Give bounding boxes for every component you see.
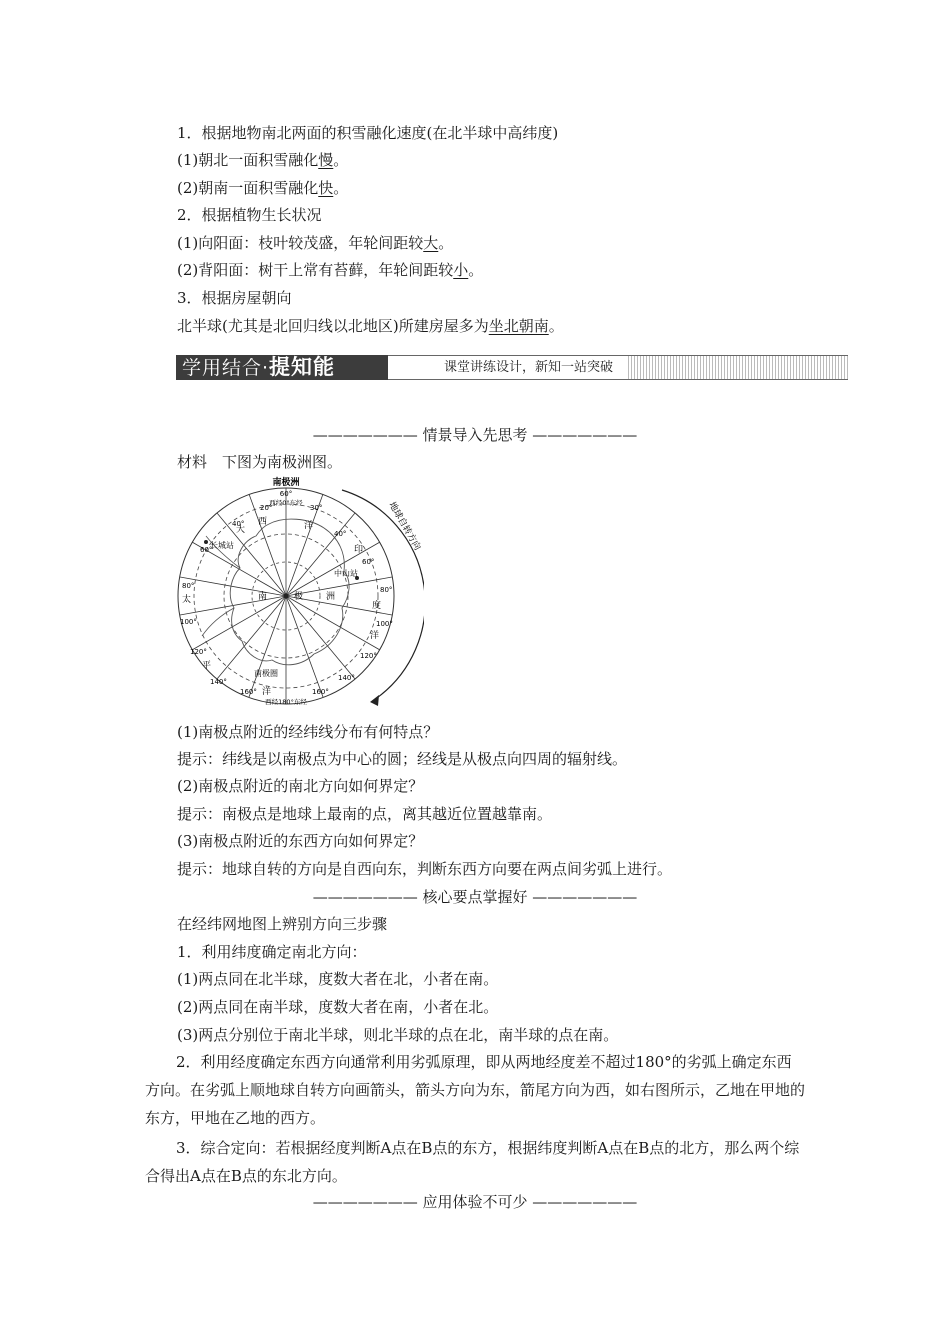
s1-line-5: (1)向阳面：枝叶较茂盛，年轮间距较大。 (177, 234, 454, 252)
svg-text:大: 大 (236, 525, 246, 535)
svg-text:太: 太 (182, 595, 192, 605)
s1-line-1: 1．根据地物南北两面的积雪融化速度(在北半球中高纬度) (177, 124, 559, 142)
s2-line-1: 1．利用纬度确定南北方向： (177, 943, 367, 961)
banner-subtitle: 课堂讲练设计，新知一站突破 (388, 355, 628, 380)
svg-text:60°: 60° (362, 558, 375, 566)
question-3: (3)南极点附近的东西方向如何界定？ (177, 832, 424, 850)
s2-title: 在经纬网地图上辨别方向三步骤 (177, 915, 388, 933)
svg-text:100°: 100° (180, 618, 197, 626)
svg-text:洋: 洋 (370, 631, 380, 641)
svg-text:80°: 80° (380, 586, 393, 594)
answer-1: 提示：纬线是以南极点为中心的圆；经线是从极点向四周的辐射线。 (177, 750, 628, 768)
s1-line-7: 3．根据房屋朝向 (177, 289, 292, 307)
s1-line-3: (2)朝南一面积雪融化快。 (177, 179, 349, 197)
antarctica-map (174, 476, 424, 716)
svg-text:洲: 洲 (326, 592, 336, 602)
material-caption: 材料 下图为南极洲图。 (177, 453, 343, 471)
svg-text:度: 度 (372, 601, 382, 611)
svg-text:西: 西 (258, 517, 268, 527)
heading-scenario: ——————— 情景导入先思考 ——————— (312, 426, 638, 444)
great-wall-station-label: 长城站 (210, 541, 234, 550)
s1-line-2: (1)朝北一面积雪融化慢。 (177, 151, 349, 169)
question-2: (2)南极点附近的南北方向如何界定？ (177, 777, 424, 795)
s2-line-3: (2)两点同在南半球，度数大者在南，小者在北。 (177, 998, 499, 1016)
svg-text:极: 极 (294, 592, 304, 602)
rotation-label: 地球自转方向 (386, 500, 423, 553)
s2-line-2: (1)两点同在北半球，度数大者在北，小者在南。 (177, 970, 499, 988)
svg-text:洋: 洋 (304, 521, 314, 531)
s1-line-6: (2)背阳面：树干上常有苔藓，年轮间距较小。 (177, 261, 484, 279)
svg-text:西经180°东经: 西经180°东经 (265, 698, 307, 706)
svg-text:南: 南 (258, 592, 268, 602)
svg-text:60°: 60° (279, 490, 293, 498)
banner-pattern (628, 355, 848, 380)
s2-line-4: (3)两点分别位于南北半球，则北半球的点在北，南半球的点在南。 (177, 1026, 619, 1044)
svg-text:40°: 40° (334, 530, 347, 538)
svg-text:120°: 120° (190, 648, 207, 656)
svg-text:20°: 20° (260, 504, 273, 512)
heading-key-points: ——————— 核心要点掌握好 ——————— (312, 888, 638, 906)
answer-3: 提示：地球自转的方向是自西向东，判断东西方向要在两点间劣弧上进行。 (177, 860, 673, 878)
banner-title: 学用结合·提知能 (176, 355, 388, 380)
south-pole-marker (284, 594, 289, 599)
heading-practice: ——————— 应用体验不可少 ——————— (312, 1193, 638, 1211)
zhongshan-station-label: 中山站 (334, 569, 358, 578)
svg-text:80°: 80° (182, 582, 195, 590)
svg-text:160°: 160° (312, 688, 329, 696)
s2-paragraph-3: 3．综合定向：若根据经度判断A点在B点的东方，根据纬度判断A点在B点的北方，那么两个综合得出A点在B点的东北方向。 (145, 1139, 800, 1185)
great-wall-station-marker (204, 540, 208, 544)
svg-text:南极圈: 南极圈 (254, 669, 278, 678)
svg-text:洋: 洋 (262, 687, 272, 697)
svg-text:140°: 140° (338, 674, 355, 682)
svg-text:120°: 120° (360, 652, 377, 660)
svg-text:西经0°东经: 西经0°东经 (269, 499, 303, 507)
rotation-arrow (342, 490, 424, 700)
answer-2: 提示：南极点是地球上最南的点，离其越近位置越靠南。 (177, 805, 553, 823)
section-banner (176, 353, 848, 381)
svg-text:140°: 140° (210, 678, 227, 686)
svg-text:160°: 160° (240, 688, 257, 696)
svg-text:平: 平 (202, 661, 212, 671)
s1-line-8: 北半球(尤其是北回归线以北地区)所建房屋多为坐北朝南。 (177, 317, 564, 335)
s2-paragraph-2: 2．利用经度确定东西方向通常利用劣弧原理，即从两地经度差不超过180°的劣弧上确定东西方向。在劣弧上顺地球自转方向画箭头，箭头方向为东，箭尾方向为西，如右图所示，乙地在甲地的东方，甲地在乙地的西方。 (145, 1053, 806, 1127)
svg-text:100°: 100° (376, 620, 393, 628)
svg-text:30°: 30° (310, 504, 323, 512)
svg-text:印: 印 (354, 545, 364, 555)
question-1: (1)南极点附近的经纬线分布有何特点？ (177, 723, 439, 741)
svg-text:60°: 60° (200, 546, 213, 554)
s1-line-4: 2．根据植物生长状况 (177, 206, 322, 224)
svg-text:40°: 40° (232, 520, 245, 528)
map-title: 南极洲 (272, 478, 300, 488)
